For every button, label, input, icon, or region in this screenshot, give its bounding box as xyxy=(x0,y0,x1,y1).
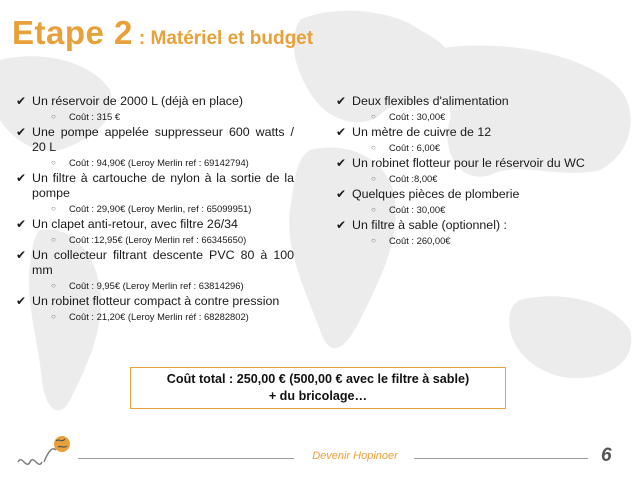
circle-bullet-icon: ○ xyxy=(51,312,56,321)
material-cost-row xyxy=(51,234,294,245)
circle-bullet-icon: ○ xyxy=(51,158,56,167)
material-item xyxy=(336,94,606,122)
footer-line-right xyxy=(414,458,588,459)
material-item xyxy=(16,171,294,214)
circle-bullet-icon: ○ xyxy=(51,235,56,244)
material-cost: Coût : 260,00€ xyxy=(389,235,451,246)
material-item xyxy=(336,156,606,184)
checkmark-icon: ✔ xyxy=(336,94,347,108)
material-cost-row xyxy=(371,235,606,246)
material-item xyxy=(336,125,606,153)
slide-title-main: Etape 2 xyxy=(12,14,133,51)
material-item-text: Un mètre de cuivre de 12 xyxy=(352,125,492,139)
total-cost-extra: + du bricolage… xyxy=(268,389,368,403)
material-cost: Coût : 30,00€ xyxy=(389,204,446,215)
material-item-text: Un réservoir de 2000 L (déjà en place) xyxy=(32,94,243,108)
material-cost-row xyxy=(371,111,606,122)
material-cost-row xyxy=(51,203,294,214)
material-item-row xyxy=(16,294,294,309)
material-cost: Coût : 30,00€ xyxy=(389,111,446,122)
material-item-text: Un collecteur filtrant descente PVC 80 à 100 mm xyxy=(32,248,294,277)
material-item-text: Deux flexibles d'alimentation xyxy=(352,94,509,108)
material-item-row xyxy=(16,125,294,155)
material-item-row xyxy=(16,94,294,109)
material-item-text: Une pompe appelée suppresseur 600 watts / 20 L xyxy=(32,125,294,154)
material-cost: Coût : 9,95€ (Leroy Merlin ref : 63814296) xyxy=(69,280,244,291)
total-cost-box xyxy=(130,367,506,409)
circle-bullet-icon: ○ xyxy=(371,205,376,214)
checkmark-icon: ✔ xyxy=(16,248,27,262)
material-item-text: Un robinet flotteur pour le réservoir du WC xyxy=(352,156,585,170)
circle-bullet-icon: ○ xyxy=(51,281,56,290)
circle-bullet-icon: ○ xyxy=(371,112,376,121)
material-item-row xyxy=(336,125,606,140)
material-item-text: Un filtre à cartouche de nylon à la sortie de la pompe xyxy=(32,171,294,200)
material-cost-row xyxy=(51,111,294,122)
checkmark-icon: ✔ xyxy=(16,125,27,139)
material-cost: Coût : 6,00€ xyxy=(389,142,441,153)
checkmark-icon: ✔ xyxy=(16,94,27,108)
material-cost: Coût : 21,20€ (Leroy Merlin réf : 68282802) xyxy=(69,311,249,322)
material-item xyxy=(16,94,294,122)
globe-logo-icon xyxy=(14,432,74,474)
material-cost-row xyxy=(51,157,294,168)
material-cost: Coût : 29,90€ (Leroy Merlin, ref : 65099951) xyxy=(69,203,252,214)
checkmark-icon: ✔ xyxy=(16,294,27,308)
circle-bullet-icon: ○ xyxy=(371,143,376,152)
material-item xyxy=(16,217,294,245)
material-item-row xyxy=(336,94,606,109)
total-cost-line: Coût total : 250,00 € (500,00 € avec le filtre à sable) xyxy=(166,372,470,386)
material-item xyxy=(16,125,294,168)
footer-line-left xyxy=(78,458,294,459)
circle-bullet-icon: ○ xyxy=(371,174,376,183)
right-material-list xyxy=(336,94,606,249)
material-item xyxy=(336,187,606,215)
page-number: 6 xyxy=(601,445,612,466)
material-item-row xyxy=(16,171,294,201)
material-cost-row xyxy=(371,173,606,184)
material-cost: Coût :8,00€ xyxy=(389,173,438,184)
material-item xyxy=(336,218,606,246)
material-cost: Coût :12,95€ (Leroy Merlin ref : 66345650) xyxy=(69,234,247,245)
material-item-row xyxy=(16,248,294,278)
circle-bullet-icon: ○ xyxy=(371,236,376,245)
material-item-row xyxy=(336,187,606,202)
material-item-text: Un clapet anti-retour, avec filtre 26/34 xyxy=(32,217,238,231)
checkmark-icon: ✔ xyxy=(16,171,27,185)
material-cost-row xyxy=(51,280,294,291)
material-item xyxy=(16,294,294,322)
checkmark-icon: ✔ xyxy=(336,218,347,232)
material-item-text: Quelques pièces de plomberie xyxy=(352,187,520,201)
checkmark-icon: ✔ xyxy=(336,156,347,170)
material-cost-row xyxy=(371,204,606,215)
material-cost: Coût : 315 € xyxy=(69,111,121,122)
material-cost: Coût : 94,90€ (Leroy Merlin ref : 69142794) xyxy=(69,157,249,168)
slide-title-sub: : Matériel et budget xyxy=(138,28,314,49)
checkmark-icon: ✔ xyxy=(16,217,27,231)
checkmark-icon: ✔ xyxy=(336,187,347,201)
material-item-text: Un filtre à sable (optionnel) : xyxy=(352,218,507,232)
footer-brand: Devenir Hopinoer xyxy=(312,450,398,462)
material-item-row xyxy=(16,217,294,232)
material-cost-row xyxy=(371,142,606,153)
material-item xyxy=(16,248,294,291)
slide-title xyxy=(12,14,313,52)
circle-bullet-icon: ○ xyxy=(51,112,56,121)
left-material-list xyxy=(16,94,294,325)
checkmark-icon: ✔ xyxy=(336,125,347,139)
material-cost-row xyxy=(51,311,294,322)
material-item-row xyxy=(336,218,606,233)
material-item-text: Un robinet flotteur compact à contre pression xyxy=(32,294,280,308)
material-item-row xyxy=(336,156,606,171)
circle-bullet-icon: ○ xyxy=(51,204,56,213)
